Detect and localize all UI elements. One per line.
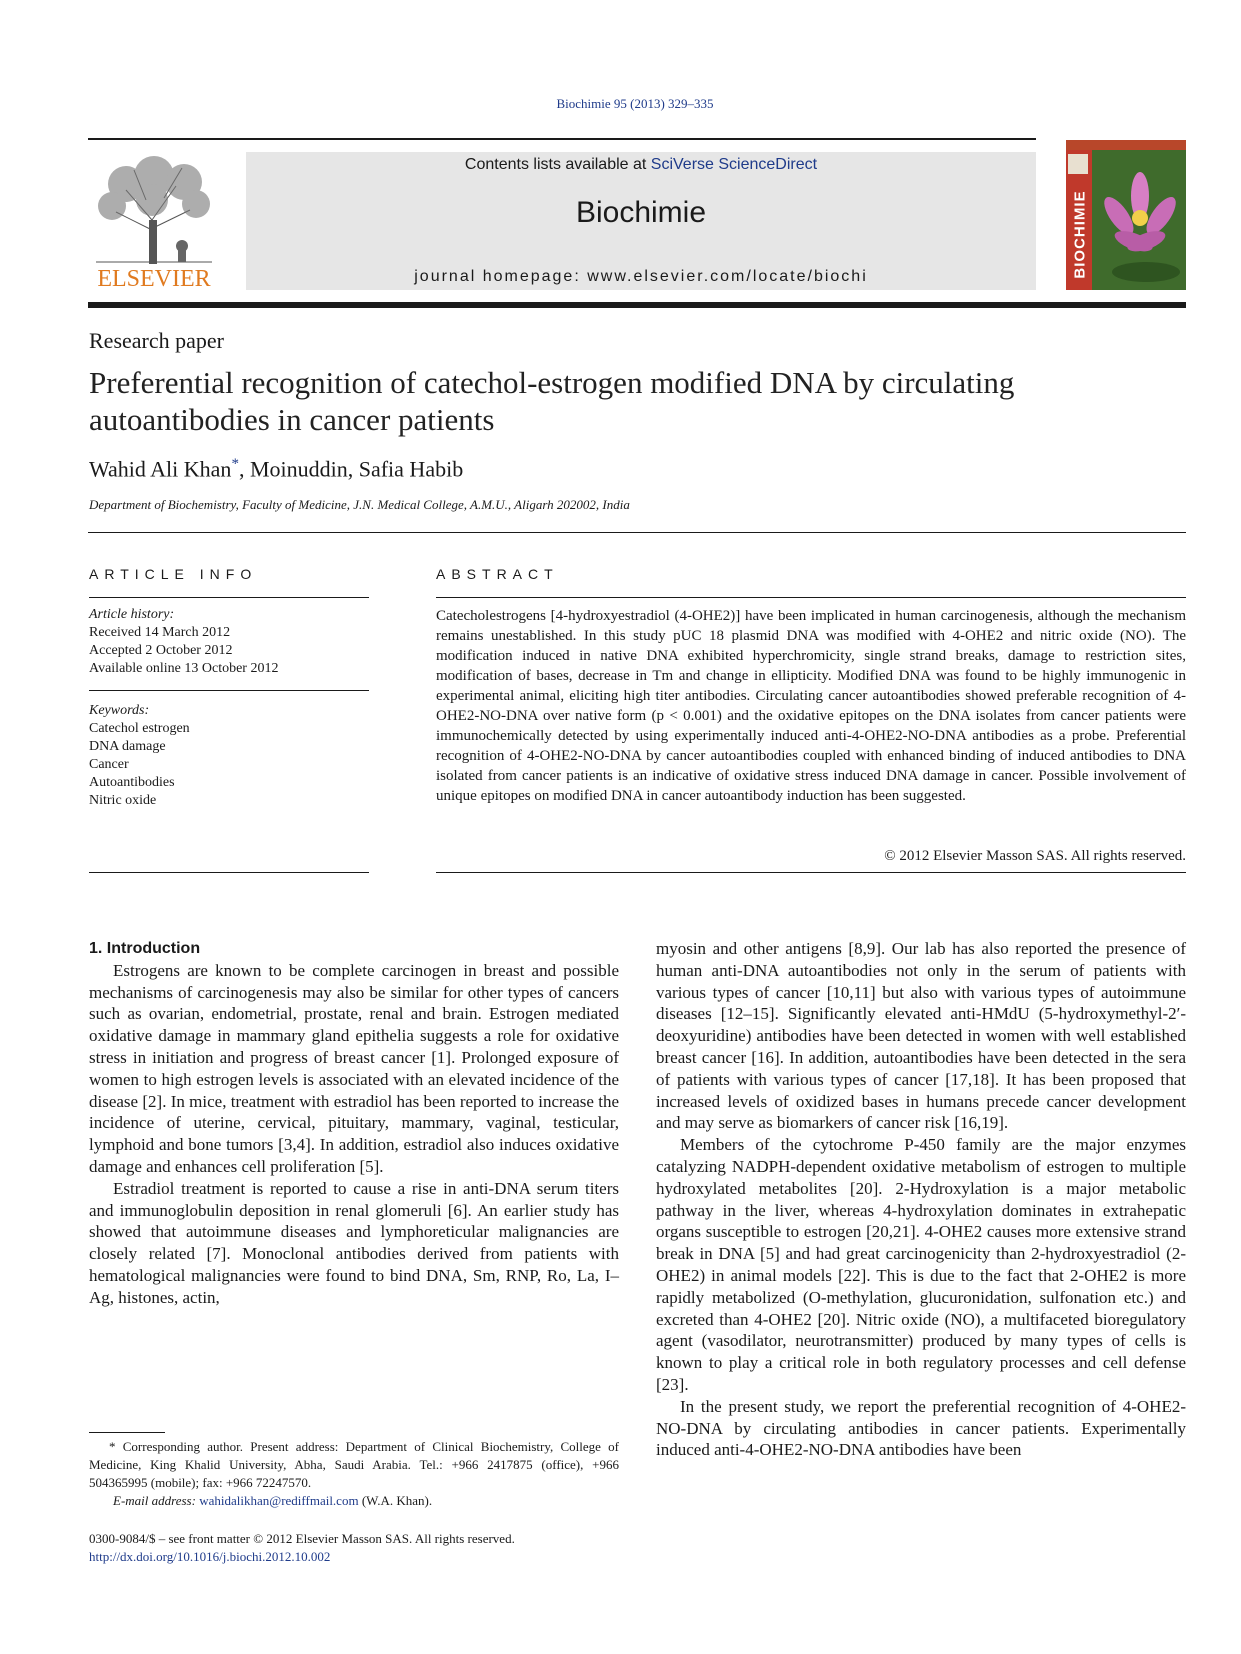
abstract-heading: ABSTRACT [436, 566, 559, 582]
corresponding-author-note: * Corresponding author. Present address: Department of Clinical Biochemistry, College of Medicine, King Khalid University, Abha, Saudi Arabia. Tel.: +966 2417875 (office), +966 504365995 (mobile); fax: +966 72247570. [89, 1439, 619, 1490]
body-paragraph: myosin and other antigens [8,9]. Our lab has also reported the presence of human anti-DNA autoantibodies not only in the serum of patients with various types of cancer [10,11] but also with various types of autoimmune diseases [12–15]. Significantly elevated anti-HMdU (5-hydroxymethyl-2′-deoxyuridine) antibodies have been detected in women with well established breast cancer [16]. In addition, autoantibodies have been detected in the sera of patients with various types of cancer [17,18]. It has been proposed that increased levels of oxidized bases in humans precede cancer development and may serve as biomarkers of cancer risk [16,19]. [656, 939, 1186, 1133]
keyword: Cancer [89, 757, 129, 772]
contents-prefix: Contents lists available at [464, 156, 651, 173]
keywords-rule [89, 690, 369, 691]
email-label: E-mail address: [113, 1493, 200, 1508]
abstract-text: Catecholestrogens [4-hydroxyestradiol (4-OHE2)] have been implicated in human carcinogenesis, although the mechanism remains unestablished. In this study pUC 18 plasmid DNA was modified with 4-OHE2 and nitric oxide (NO). The modification induced in native DNA exhibited hyperchromicity, single strand breaks, damage to restriction sites, modification of bases, decrease in Tm and change in ellipticity. Modified DNA was found to be highly immunogenic in experimental animal, eliciting high titer antibodies. Circulating cancer autoantibodies showed preferable recognition of 4-OHE2-NO-DNA over native form (p < 0.001) and the oxidative epitopes on the DNA isolates from cancer patients were immunochemically detected by using experimentally induced anti-4-OHE2-NO-DNA antibodies as a probe. Preferential recognition of 4-OHE2-NO-DNA by cancer autoantibodies coupled with enhanced binding of induced antibodies to DNA isolated from cancer patients is an indicative of oxidative stress induced DNA damage in cancer. Possible involvement of unique epitopes on modified DNA in cancer autoantibody induction has been suggested. [436, 608, 1186, 804]
history-label: Article history: [89, 607, 175, 622]
header-rule [88, 138, 1036, 140]
email-link[interactable]: wahidalikhan@rediffmail.com [199, 1493, 359, 1508]
received-date: Received 14 March 2012 [89, 625, 231, 640]
article-history [89, 606, 369, 678]
affiliation: Department of Biochemistry, Faculty of Medicine, J.N. Medical College, A.M.U., Aligarh 202002, India [89, 497, 630, 512]
keyword: Catechol estrogen [89, 721, 190, 736]
keywords-label: Keywords: [89, 703, 150, 718]
other-authors: , Moinuddin, Safia Habib [238, 456, 464, 482]
keywords-block [89, 702, 369, 810]
abstract-bottom-rule [436, 872, 1186, 873]
section-heading-introduction: 1. Introduction [89, 940, 201, 957]
body-paragraph: Estrogens are known to be complete carcinogen in breast and possible mechanisms of carcinogenesis may also be similar for other types of cancers such as ovarian, endometrial, prostate, renal and brain. Estrogen mediated oxidative damage in mammary gland epithelia suggests a role for oxidative stress in initiation and progress of breast cancer [1]. Prolonged exposure of women to high estrogen levels is associated with an elevated incidence of the disease [2]. In mice, treatment with estradiol has been reported to increase the incidence of uterine, cervical, pituitary, mammary, vaginal, testicular, lymphoid and bone tumors [3,4]. In addition, estradiol also induces oxidative damage and enhances cell proliferation [5]. [89, 960, 619, 1176]
accepted-date: Accepted 2 October 2012 [89, 643, 233, 658]
corresponding-footnote [89, 1438, 619, 1510]
email-suffix: (W.A. Khan). [358, 1493, 433, 1508]
body-column-right [656, 938, 1186, 1461]
cover-title: BIOCHIMIE [1071, 190, 1089, 279]
body-column-left [89, 938, 619, 1309]
issn-line: 0300-9084/$ – see front matter © 2012 Elsevier Masson SAS. All rights reserved. [89, 1531, 515, 1546]
keyword: DNA damage [89, 739, 166, 754]
citation-text[interactable]: Biochimie 95 (2013) 329–335 [556, 96, 714, 111]
elsevier-wordmark: ELSEVIER [97, 266, 211, 292]
first-author: Wahid Ali Khan [89, 456, 232, 482]
body-paragraph: In the present study, we report the preferential recognition of 4-OHE2-NO-DNA by circulating antibodies in cancer patients. Experimentally induced anti-4-OHE2-NO-DNA antibodies have been [656, 1396, 1186, 1460]
header-thick-rule [88, 302, 1186, 308]
article-info-bottom-rule [89, 872, 369, 873]
journal-banner [246, 152, 1036, 290]
elsevier-logo [86, 150, 222, 290]
online-date: Available online 13 October 2012 [89, 661, 279, 676]
article-title: Preferential recognition of catechol-estrogen modified DNA by circulating autoantibodies in cancer patients [89, 365, 1015, 437]
journal-homepage[interactable]: journal homepage: www.elsevier.com/locate/biochi [414, 268, 868, 285]
abstract-rule [436, 597, 1186, 598]
email-line [89, 1492, 619, 1510]
footnote-rule [89, 1432, 165, 1433]
keyword: Autoantibodies [89, 775, 175, 790]
doi-link[interactable]: http://dx.doi.org/10.1016/j.biochi.2012.10.002 [89, 1549, 331, 1564]
body-paragraph: Estradiol treatment is reported to cause a rise in anti-DNA serum titers and immunoglobulin deposition in renal glomeruli [6]. An earlier study has showed that autoimmune diseases and lymphoreticular malignancies are closely related [7]. Monoclonal antibodies derived from patients with hematological malignancies were found to bind DNA, Sm, RNP, Ro, La, I–Ag, histones, actin, [89, 1178, 619, 1307]
corresponding-mark[interactable]: * [231, 456, 239, 472]
front-matter [89, 1530, 649, 1566]
contents-line [246, 156, 1036, 174]
article-type: Research paper [89, 328, 224, 353]
article-info-heading: ARTICLE INFO [89, 566, 258, 582]
title-block-rule [88, 532, 1186, 533]
journal-citation[interactable] [0, 96, 1241, 112]
journal-name: Biochimie [575, 196, 707, 229]
body-paragraph: Members of the cytochrome P-450 family are the major enzymes catalyzing NADPH-dependent oxidative metabolism of estrogen to multiple hydroxylated metabolites [20]. 2-Hydroxylation is a major metabolic pathway in the liver, whereas 4-hydroxylation dominates in extrahepatic organs susceptible to estrogen [20,21]. 4-OHE2 causes more extensive strand break in DNA [5] and had great carcinogenicity than 2-hydroxyestradiol (2-OHE2) in animal models [22]. This is due to the fact that 2-OHE2 is more rapidly metabolized (O-methylation, glucuronidation, sulfonation etc.) and excreted than 4-OHE2 [20]. Nitric oxide (NO), a multifaceted bioregulatory agent (vasodilator, neurotransmitter) produced by many types of cells is known to play a critical role in both regulatory processes and cell defense [23]. [656, 1135, 1186, 1394]
sciencedirect-link[interactable]: SciVerse ScienceDirect [650, 156, 818, 173]
author-list [89, 456, 463, 482]
keyword: Nitric oxide [89, 793, 157, 808]
journal-cover [1066, 140, 1186, 290]
article-info-rule [89, 597, 369, 598]
abstract-copyright: © 2012 Elsevier Masson SAS. All rights reserved. [884, 848, 1186, 864]
